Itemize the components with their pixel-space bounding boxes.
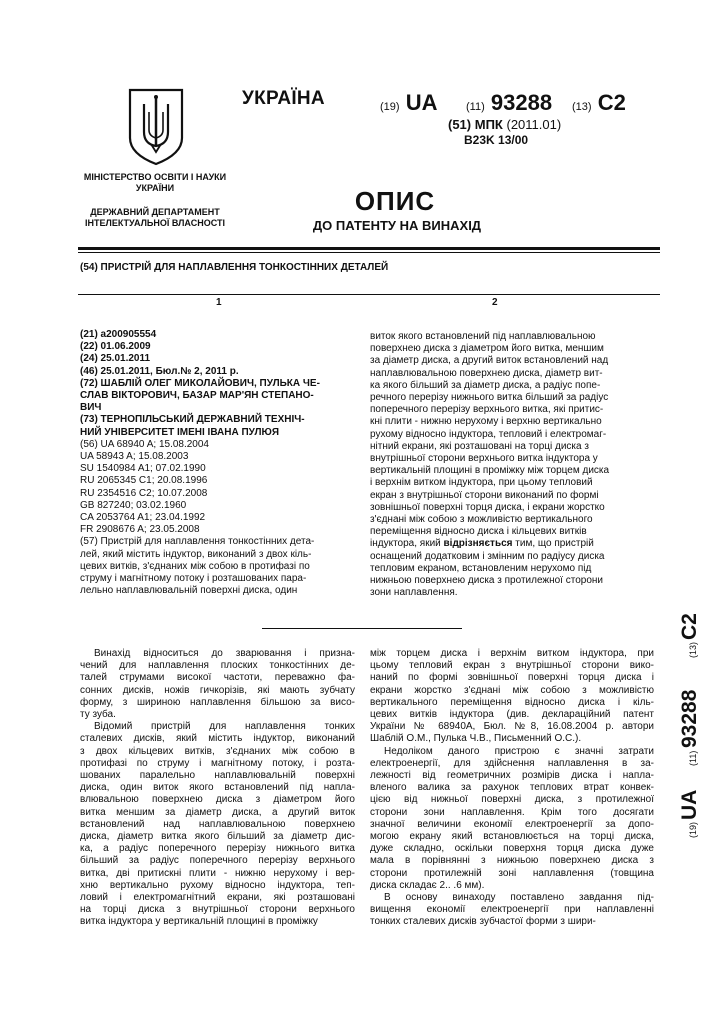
text-line: ловий і електромагнітний екрани, які розташовані [80, 892, 355, 904]
claim-line: кні плити - нижню нерухому і верхню вертикально [370, 416, 602, 428]
text-line: встановлений над наплавлювальною поверхнею [80, 818, 355, 830]
bibliographic-data [80, 329, 355, 597]
text-line: більший за радіус поперечного перерізу верхнього [80, 855, 355, 867]
text-line: вищення економії електроенергії при наплавленні [370, 904, 654, 916]
claim-line: екран з внутрішньої сторони виконаний по формі [370, 489, 599, 501]
column-number-right: 2 [492, 297, 498, 308]
text-line: протифазі по струму і магнітному потоку, і розта- [80, 757, 355, 769]
reference-line: SU 1540984 A1; 07.02.1990 [80, 463, 206, 475]
claim-line: поверхнею диска з діаметром його витка, меншим [370, 343, 604, 355]
claim-line: нижньою поверхнею диска з протилежної сторони [370, 575, 603, 587]
field-72-line1: (72) ШАБЛІЙ ОЛЕГ МИКОЛАЙОВИЧ, ПУЛЬКА ЧЕ- [80, 377, 320, 389]
ua-inid: (19) [380, 101, 400, 113]
claim-line: зовнішньої поверхні торця диска, і екрани жорстко [370, 501, 605, 513]
field-21: (21) а200905554 [80, 329, 157, 340]
side-number: 93288 [678, 689, 701, 748]
claim-line: і верхнім витком індуктора, при цьому тепловий [370, 477, 593, 489]
side-kind-inid: (13) [688, 641, 698, 658]
text-line: хню вертикально рухому відносно індуктора, теп- [80, 879, 355, 891]
text-line: України № 68940А, Бюл. №8, 16.08.2004 р. автори [370, 721, 654, 733]
text-line: ка, а радіус поперечного перерізу нижнього витка [80, 843, 355, 855]
country-code [380, 90, 437, 116]
text-line: вленого валика за рахунок теплових втрат конвек- [370, 782, 654, 794]
text-line: цьому тепловий екран з внутрішньої сторони вико- [370, 660, 654, 672]
field-72-line3: ВИЧ [80, 402, 102, 414]
claim-line: з'єднані між собою з можливістю вертикального [370, 514, 593, 526]
claim-continuation [370, 331, 654, 599]
claim-line: зони наплавлення. [370, 587, 458, 599]
claim-line: тепловим екраном, встановленим нерухомо під [370, 562, 592, 574]
text-line: мала в порівнянні з нижньою поверхнею диска з [370, 855, 654, 867]
claim-text: тим, що пристрій [512, 538, 594, 550]
reference-line: FR 2908676 A; 23.05.2008 [80, 524, 200, 536]
ipc-class: B23K 13/00 [464, 133, 529, 147]
text-line: шованих паралельно наплавлювальній поверхні [80, 770, 355, 782]
text-line: цевих витків індуктора (див. декларацiйний патент [370, 709, 654, 721]
claim-line: речного перерізу нижнього витка більший за радіус [370, 392, 609, 404]
claim-line: за діаметр диска, а другий виток встановлений над [370, 355, 609, 367]
claim-line: виток якого встановлений під наплавлювальною [370, 331, 596, 342]
text-line: значної величини економії електроенергії за допо- [370, 818, 654, 830]
claim-line: оснащений додатковим і змінним по радіусу диска [370, 550, 605, 562]
patent-number [466, 90, 552, 116]
text-line: В основу винаходу поставлено завдання під- [384, 892, 654, 904]
ipc-inid: (51) [448, 117, 472, 132]
text-line: ту зуба. [80, 709, 116, 721]
text-line: цією від нижньої поверхні диска, з протилежної [370, 794, 654, 806]
header-rule-thin [78, 252, 660, 253]
text-line: з двох кільцевих витків, з'єднаних між собою в [80, 745, 355, 757]
text-line: Шаблій О.М., Пулька Ч.В., Письменний О.С.). [370, 733, 582, 745]
field-73-line1: (73) ТЕРНОПІЛЬСЬКИЙ ДЕРЖАВНИЙ ТЕХНІЧ- [80, 414, 305, 426]
ipc-line [448, 117, 561, 132]
side-patent-label [640, 580, 720, 840]
claim-line: рухому відносно індуктора, тепловий і електромаг- [370, 428, 607, 440]
claim-line: внутрішньої сторони верхнього витка індуктора у [370, 453, 598, 465]
department-name: ДЕРЖАВНИЙ ДЕПАРТАМЕНТ ІНТЕЛЕКТУАЛЬНОЇ ВЛАСНОСТІ [85, 207, 225, 228]
claim-line: поперечного перерізу верхнього витка, які притис- [370, 404, 604, 416]
claim-line: (57) Пристрій для наплавлення тонкостінних дета- [80, 536, 315, 548]
ipc-label: МПК [474, 117, 503, 132]
claim-text: індуктора, який [370, 538, 444, 550]
text-line: сонних дисків, ножів гичкорізів, які мають зубчату [80, 684, 355, 696]
doc-title: ОПИС [354, 186, 436, 216]
ua-text: UA [405, 90, 438, 115]
section-separator [262, 628, 462, 629]
text-line: сторони протилежній зоні наплавлення (товщина [370, 867, 654, 879]
invention-title: (54) ПРИСТРІЙ ДЛЯ НАПЛАВЛЕННЯ ТОНКОСТІННИХ ДЕТАЛЕЙ [80, 262, 389, 273]
columns-rule [78, 294, 660, 295]
text-line: витка меншим за діаметр диска, а другий виток [80, 806, 355, 818]
reference-line: UA 58943 A; 15.08.2003 [80, 451, 189, 463]
claim-line: вертикальній площині в проміжку між торцем диска [370, 465, 610, 477]
side-ua-inid: (19) [688, 821, 698, 838]
claim-line: ка якого більший за діаметр диска, а радіус попе- [370, 379, 601, 391]
claim-line: лельно наплавлювальній поверхні диска, один [80, 585, 298, 597]
reference-line: (56) UA 68940 A; 15.08.2004 [80, 438, 209, 450]
text-line: диска складає 2.. .6 мм). [370, 879, 485, 891]
text-line: вертикального переміщення відносно диска і кіль- [370, 696, 654, 708]
reference-line: CA 2053764 A1; 23.04.1992 [80, 512, 206, 524]
patno-text: 93288 [490, 90, 553, 115]
reference-line: RU 2354516 C2; 10.07.2008 [80, 487, 208, 499]
reference-line: RU 2065345 C1; 20.08.1996 [80, 475, 208, 487]
claim-line: переміщення відносно диска і кільцевих витків [370, 526, 587, 538]
side-kind: C2 [678, 613, 701, 640]
column-number-left: 1 [216, 297, 222, 308]
field-46: (46) 25.01.2011, Бюл.№ 2, 2011 р. [80, 365, 239, 377]
text-line: лежності від геометричних розмірів диска і напла- [370, 770, 654, 782]
text-line: тонких сталевих дисків зубчастої форми з шири- [370, 916, 596, 928]
ipc-version: (2011.01) [506, 117, 562, 132]
patno-inid: (11) [466, 101, 485, 113]
text-line: на торці диска з внутрішньої сторони верхнього [80, 904, 355, 916]
text-line: диска, один виток якого встановлений під напла- [80, 782, 355, 794]
claim-line: струму і магнітному потоку і розташованих пара- [80, 573, 307, 585]
text-line: наний по формі зовнішньої поверхні торця диска і [370, 672, 654, 684]
text-line: електроенергії, для здійснення наплавлення в за- [370, 757, 654, 769]
reference-line: GB 827240; 03.02.1960 [80, 499, 187, 511]
text-line: Відомий пристрій для наплавлення тонких [94, 721, 355, 733]
text-line: могою екрану який встановлюється на торці диска, [370, 831, 654, 843]
country-name: УКРАЇНА [242, 88, 325, 109]
header-rule [78, 247, 660, 250]
text-line: Винахід відноситься до зварювання і призна- [94, 648, 355, 659]
text-line: сталевих дисків, який містить індуктор, виконаний [80, 733, 355, 745]
text-line: екрани жорстко з'єднані між собою з можливістю [370, 684, 654, 696]
text-line: дуже складно, оскільки поверхня торця диска дуже [370, 843, 654, 855]
field-22: (22) 01.06.2009 [80, 341, 151, 353]
side-number-inid: (11) [688, 750, 698, 766]
text-line: витка, дві притискні плити - нижню нерухому і вер- [80, 867, 355, 879]
doc-subtitle: ДО ПАТЕНТУ НА ВИНАХІД [312, 218, 482, 233]
text-line: диска, діаметр витка якого більший за діаметр дис- [80, 831, 355, 843]
claim-line: лей, який містить індуктор, виконаний з двох кіль- [80, 548, 312, 560]
description-left-column [80, 648, 355, 929]
text-line: влювальною поверхнею диска з діаметром його [80, 794, 355, 806]
field-73-line2: НИЙ УНІВЕРСИТЕТ ІМЕНІ ІВАНА ПУЛЮЯ [80, 426, 280, 438]
patent-kind [572, 90, 626, 116]
side-ua: UA [678, 789, 701, 820]
text-line: чений для наплавлення плоских тонкостінних де- [80, 660, 355, 672]
text-line: Недоліком даного пристрою є значні затрати [384, 745, 654, 757]
claim-line [370, 538, 654, 550]
text-line: талей струмами високої частоти, переважно фа- [80, 672, 355, 684]
claim-line: нітний екрани, які розташовані на торці диска з [370, 440, 589, 452]
description-right-column [370, 648, 654, 929]
field-72-line2: СЛАВ ВІКТОРОВИЧ, БАЗАР МАР'ЯН СТЕПАНО- [80, 390, 314, 402]
text-line: форму, з шириною наплавлення більшою за висо- [80, 696, 355, 708]
coat-of-arms-icon [127, 88, 185, 166]
field-24: (24) 25.01.2011 [80, 353, 151, 365]
claim-line: наплавлювальною поверхнею диска, діаметр вит- [370, 367, 603, 379]
text-line: між торцем диска і верхнім витком індуктора, при [370, 648, 654, 659]
ministry-name: МІНІСТЕРСТВО ОСВІТИ І НАУКИ УКРАЇНИ [83, 172, 227, 193]
text-line: витка індуктора у вертикальній площині в проміжку [80, 916, 318, 928]
kind-text: C2 [597, 90, 626, 115]
claim-line: цевих витків, з'єднаних між собою в протифазі по [80, 560, 310, 572]
kind-inid: (13) [572, 101, 592, 113]
characterizing-word: відрізняється [443, 538, 513, 550]
text-line: сторони зони наплавлення. Крім того досягати [370, 806, 654, 818]
